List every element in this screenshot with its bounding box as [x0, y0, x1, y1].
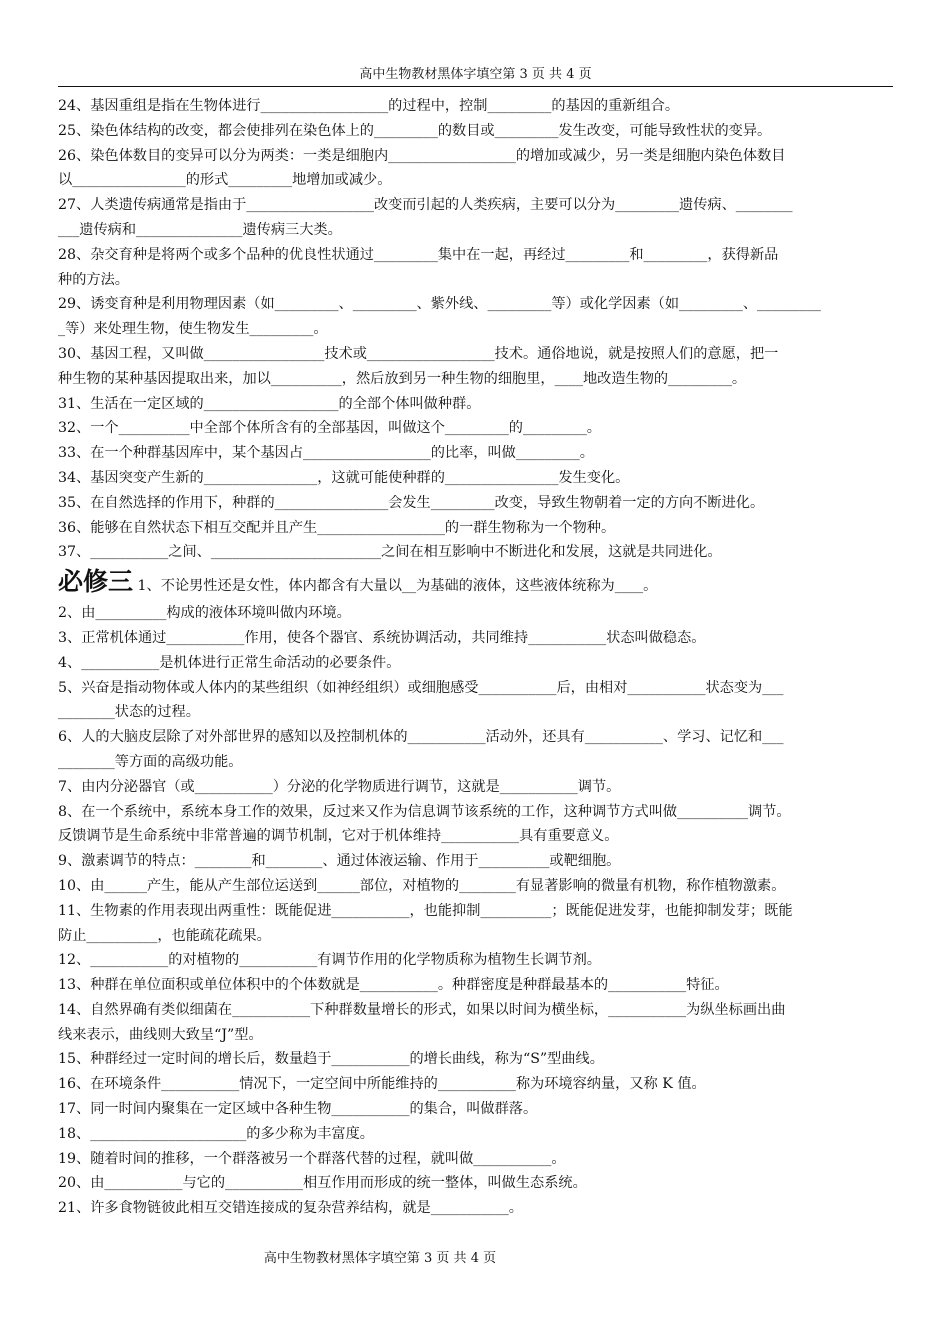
- text-line: 2、由__________构成的液体环境叫做内环境。: [58, 605, 351, 622]
- text-line: 7、由内分泌器官（或___________）分泌的化学物质进行调节，这就是___________调节。: [58, 778, 621, 795]
- text-line: 13、种群在单位面积或单位体积中的个体数就是___________。种群密度是种群最基本的___________特征。: [58, 977, 729, 994]
- text-line: ________等方面的高级功能。: [58, 753, 243, 770]
- text-line: 19、随着时间的推移，一个群落被另一个群落代替的过程，就叫做___________。: [58, 1150, 566, 1167]
- text-line: 10、由______产生，能从产生部位运送到______部位，对植物的________有显著影响的微量有机物，称作植物激素。: [58, 877, 786, 894]
- header-rule: [58, 86, 893, 87]
- text-line: 28、杂交育种是将两个或多个品种的优良性状通过_________集中在一起，再经过_________和_________，获得新品: [58, 246, 779, 263]
- text-line: 8、在一个系统中，系统本身工作的效果，反过来又作为信息调节该系统的工作，这种调节方式叫做__________调节。: [58, 803, 791, 820]
- text-line: 33、在一个种群基因库中，某个基因占__________________的比率，叫做_________。: [58, 445, 594, 462]
- text-line: 14、自然界确有类似细菌在___________下种群数量增长的形式，如果以时间为横坐标，___________为纵坐标画出曲: [58, 1001, 786, 1018]
- text-line: 种的方法。: [58, 271, 129, 288]
- text-line: 34、基因突变产生新的________________，这就可能使种群的________________发生变化。: [58, 469, 630, 486]
- text-line: 9、激素调节的特点：________和________、通过体液运输、作用于__________或靶细胞。: [58, 853, 621, 870]
- text-line: 以________________的形式_________地增加或减少。: [58, 172, 392, 189]
- text-line: 20、由___________与它的___________相互作用而形成的统一整体，叫做生态系统。: [58, 1175, 587, 1192]
- text-line: 3、正常机体通过___________作用，使各个器官、系统协调活动，共同维持___________状态叫做稳态。: [58, 629, 706, 646]
- text-line: _等）来处理生物，使生物发生_________。: [58, 321, 328, 338]
- text-line: 31、生活在一定区域的___________________的全部个体叫做种群。: [58, 395, 481, 412]
- text-line: 37、___________之间、________________________之间在相互影响中不断进化和发展，这就是共同进化。: [58, 544, 722, 561]
- section-title: 必修三: [58, 567, 134, 597]
- text-line: 32、一个__________中全部个体所含有的全部基因，叫做这个_________的_________。: [58, 420, 601, 437]
- text-line: 36、能够在自然状态下相互交配并且产生__________________的一群生物称为一个物种。: [58, 519, 616, 536]
- text-line: 种生物的某种基因提取出来，加以__________，然后放到另一种生物的细胞里，____地改造生物的_________。: [58, 370, 747, 387]
- text-line: 25、染色体结构的改变，都会使排列在染色体上的_________的数目或_________发生改变，可能导致性状的变异。: [58, 122, 772, 139]
- text-line: 26、染色体数目的变异可以分为两类：一类是细胞内__________________的增加或减少，另一类是细胞内染色体数目: [58, 147, 786, 164]
- text-line: 18、______________________的多少称为丰富度。: [58, 1125, 374, 1142]
- text-line: 11、生物素的作用表现出两重性：既能促进___________，也能抑制__________；既能促进发芽，也能抑制发芽；既能: [58, 902, 793, 919]
- text-line: 17、同一时间内聚集在一定区域中各种生物___________的集合，叫做群落。: [58, 1101, 538, 1118]
- worksheet-body: [58, 94, 903, 1221]
- text-line: 29、诱变育种是利用物理因素（如_________、_________、紫外线、_________等）或化学因素（如_________、_________: [58, 296, 821, 313]
- section-heading-line: [58, 567, 903, 601]
- text-line: 4、___________是机体进行正常生命活动的必要条件。: [58, 654, 401, 671]
- text-line: ___遗传病和_______________遗传病三大类。: [58, 221, 342, 238]
- page-header: 高中生物教材黑体字填空第 3 页 共 4 页: [359, 67, 592, 82]
- text-line: 27、人类遗传病通常是指由于__________________改变而引起的人类疾病，主要可以分为_________遗传病、________: [58, 197, 793, 214]
- text-line: 反馈调节是生命系统中非常普遍的调节机制，它对于机体维持___________具有重要意义。: [58, 828, 619, 845]
- text-line: 35、在自然选择的作用下，种群的________________会发生_________改变，导致生物朝着一定的方向不断进化。: [58, 494, 765, 511]
- text-line: 线来表示，曲线则大致呈“J”型。: [58, 1026, 263, 1043]
- text-line: 1、不论男性还是女性，体内都含有大量以__为基础的液体，这些液体统称为____。: [137, 578, 658, 595]
- text-line: 21、许多食物链彼此相互交错连接成的复杂营养结构，就是___________。: [58, 1200, 523, 1217]
- text-line: 5、兴奋是指动物体或人体内的某些组织（如神经组织）或细胞感受___________后，由相对___________状态变为___: [58, 679, 784, 696]
- text-line: 防止__________，也能疏花疏果。: [58, 927, 271, 944]
- text-line: ________状态的过程。: [58, 704, 200, 721]
- text-line: 6、人的大脑皮层除了对外部世界的感知以及控制机体的___________活动外，还具有___________、学习、记忆和___: [58, 729, 784, 746]
- text-line: 15、种群经过一定时间的增长后，数量趋于___________的增长曲线，称为“S”型曲线。: [58, 1051, 604, 1068]
- text-line: 24、基因重组是指在生物体进行__________________的过程中，控制_________的基因的重新组合。: [58, 98, 680, 114]
- page-footer: 高中生物教材黑体字填空第 3 页 共 4 页: [263, 1251, 497, 1266]
- text-line: 16、在环境条件___________情况下，一定空间中所能维持的___________称为环境容纳量，又称 K 值。: [58, 1076, 706, 1093]
- text-line: 12、___________的对植物的___________有调节作用的化学物质称为植物生长调节剂。: [58, 952, 601, 969]
- text-line: 30、基因工程，又叫做_________________技术或__________________技术。通俗地说，就是按照人们的意愿，把一: [58, 345, 779, 362]
